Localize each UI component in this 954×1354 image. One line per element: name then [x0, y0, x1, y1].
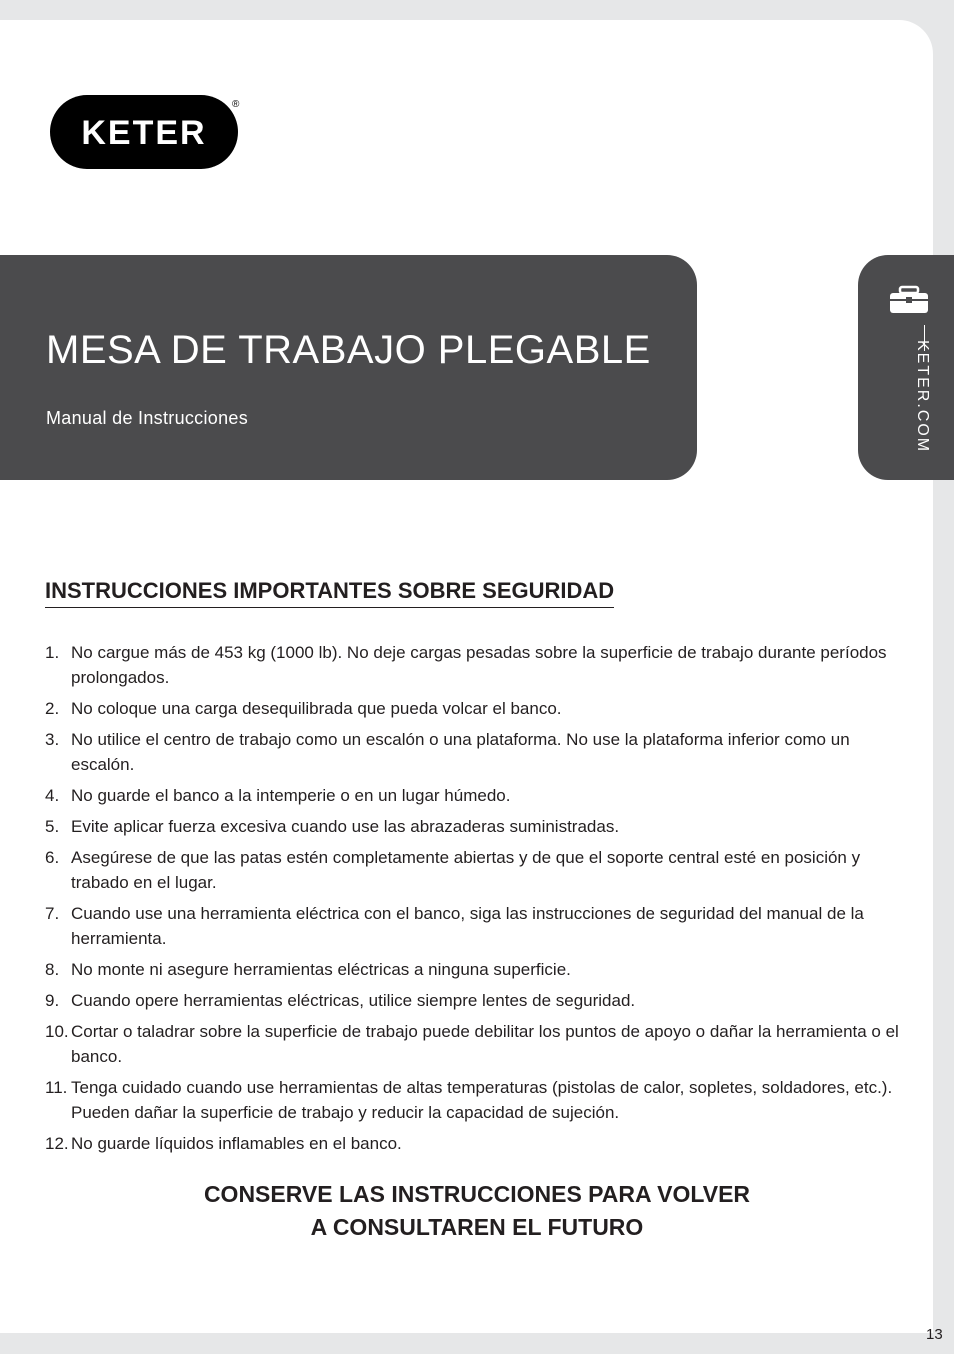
- list-item: 10. Cortar o taladrar sobre la superficie de trabajo puede debilitar los puntos de apoyo o dañar la herramienta o el banco.: [45, 1022, 899, 1066]
- list-item: 7. Cuando use una herramienta eléctrica con el banco, siga las instrucciones de seguridad del manual de la herramienta.: [45, 904, 864, 948]
- list-item: 1. No cargue más de 453 kg (1000 lb). No deje cargas pesadas sobre la superficie de trabajo durante períodos prolongados.: [45, 643, 887, 687]
- toolbox-icon: [888, 285, 930, 320]
- keter-logo: [50, 95, 240, 170]
- list-item: 11. Tenga cuidado cuando use herramientas de altas temperaturas (pistolas de calor, sopletes, soldadores, etc.). Pueden dañar la superficie de trabajo y reducir la capacidad de sujeción.: [45, 1078, 893, 1122]
- notice-line-1: CONSERVE LAS INSTRUCCIONES PARA VOLVER: [203, 1181, 751, 1207]
- website-link[interactable]: KETER.COM: [914, 340, 931, 454]
- list-item: 3. No utilice el centro de trabajo como un escalón o una plataforma. No use la plataforma inferior como un escalón.: [45, 730, 850, 774]
- svg-text:KETER: KETER: [81, 114, 207, 152]
- list-item: 5. Evite aplicar fuerza excesiva cuando use las abrazaderas suministradas.: [45, 817, 620, 836]
- list-item: 6. Asegúrese de que las patas estén completamente abiertas y de que el soporte central esté en posición y trabado en el lugar.: [45, 848, 861, 892]
- list-item: 4. No guarde el banco a la intemperie o en un lugar húmedo.: [45, 786, 511, 805]
- safety-heading: INSTRUCCIONES IMPORTANTES SOBRE SEGURIDAD: [45, 578, 614, 608]
- page-number: 13: [926, 1326, 943, 1343]
- safety-list: [45, 640, 900, 1162]
- document-subtitle: Manual de Instrucciones: [46, 408, 249, 428]
- title-banner: [0, 255, 697, 480]
- list-item: 9. Cuando opere herramientas eléctricas, utilice siempre lentes de seguridad.: [45, 991, 636, 1010]
- list-item: 12. No guarde líquidos inflamables en el banco.: [45, 1134, 402, 1153]
- side-tab: [858, 255, 954, 480]
- keep-instructions-notice: [0, 1178, 954, 1244]
- list-item: 2. No coloque una carga desequilibrada que pueda volcar el banco.: [45, 699, 562, 718]
- notice-line-2: A CONSULTAREN EL FUTURO: [310, 1214, 644, 1240]
- svg-text:®: ®: [232, 99, 240, 110]
- list-item: 8. No monte ni asegure herramientas eléctricas a ninguna superficie.: [45, 960, 571, 979]
- document-title: MESA DE TRABAJO PLEGABLE: [46, 328, 651, 372]
